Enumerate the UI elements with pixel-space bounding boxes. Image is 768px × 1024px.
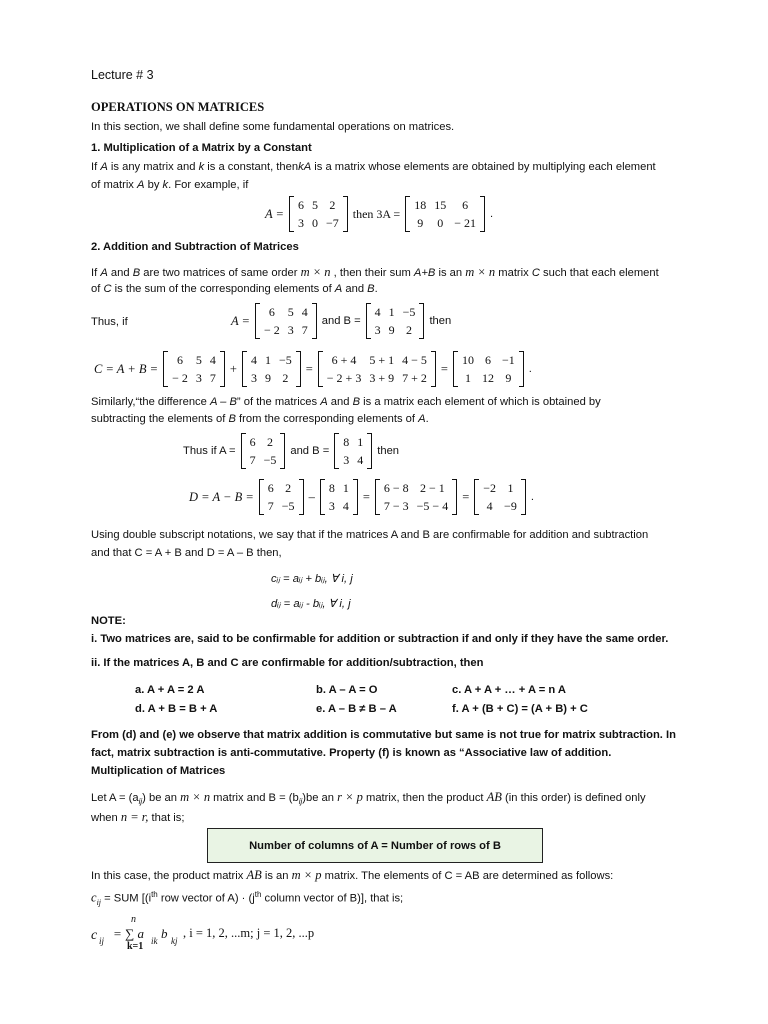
matrix-cell: 1 bbox=[464, 371, 471, 385]
matrix-cell: 3 + 9 bbox=[369, 371, 395, 385]
matrix-B2 bbox=[366, 303, 425, 339]
mult-line2: when n = r, that is; bbox=[91, 810, 185, 824]
matrix-cell: 2 bbox=[406, 323, 413, 337]
observation-line1: From (d) and (e) we observe that matrix addition is commutative but same is not true for matrix subtraction. In bbox=[91, 729, 676, 741]
matrix-cell: 4 bbox=[209, 353, 216, 367]
matrix-cell: 5 bbox=[311, 198, 318, 212]
observation-line2: fact, matrix subtraction is anti-commutative. Property (f) is known as “Associative law of addition. bbox=[91, 747, 612, 759]
cij-formula: cᵢⱼ = aᵢⱼ + bᵢⱼ, ∀ i, j bbox=[271, 573, 353, 585]
matrix-cell: 6 bbox=[249, 435, 256, 449]
matrix-right-bracket bbox=[280, 433, 285, 469]
matrix-cell: 1 bbox=[342, 481, 349, 495]
matrix-right-bracket bbox=[519, 351, 524, 387]
matrix-cell: 1 bbox=[264, 353, 271, 367]
diff-equation: D = A − B = 6 2 7 −5 – 8 1 3 4 = 6 − 8 2 − 1 7 − 3 −5 − 4 = −2 1 4 −9 . bbox=[189, 481, 534, 513]
matrix-right-bracket bbox=[521, 479, 526, 515]
matrix-sum-expanded bbox=[318, 351, 436, 387]
matrix-right-bracket bbox=[299, 479, 304, 515]
matrix-cell: 5 bbox=[287, 305, 294, 319]
matrix-cell: 6 bbox=[462, 198, 469, 212]
matrix-cell: 7 + 2 bbox=[402, 371, 427, 385]
matrix-cell: −5 − 4 bbox=[416, 499, 449, 513]
diff-equation-given: Thus if A = 6 2 7 −5 and B = 8 1 3 4 then bbox=[183, 435, 400, 467]
note-title: NOTE: bbox=[91, 615, 126, 627]
matrix-cell: 3 bbox=[287, 323, 294, 337]
matrix-right-bracket bbox=[220, 351, 225, 387]
matrix-cell: −5 bbox=[281, 499, 295, 513]
matrix-cell: 3 bbox=[250, 371, 257, 385]
matrix-cell: 2 bbox=[285, 481, 292, 495]
matrix-cell: 8 bbox=[343, 435, 350, 449]
document-page: Lecture # 3 OPERATIONS ON MATRICES In this section, we shall define some fundamental operations on matrices. 1. Multiplication of a Matrix by a Constant If A is any matrix and k is a constant, thenkA is a matrix whose elements are obtained by multiplying each element of matrix A by k. For example, if A = 6 5 2 3 0 −7 then 3A = 18 15 6 9 0 − 21 . 2. Addition and Subtraction of Matrices If A and B are two matrices of same order m × n , then their sum A+B is an m × n matrix C such that each element of C is the sum of the corresponding elements of A and B. Thus, if A = 6 5 4 − 2 3 7 and B = 4 1 −5 3 9 2 then C = A + B = 6 5 4 − 2 3 7 + 4 1 −5 3 9 2 = 6 + 4 5 + 1 4 − 5 − 2 + 3 3 + 9 7 + 2 = 10 6 −1 1 12 9 . Similarly,“the difference A – B” of the matrices A and B is a matrix each element of which is obtained by subtracting the elements of B from the corresponding elements of A. Thus if A = 6 2 7 −5 and B = 8 1 3 4 then D = A − B = 6 2 7 −5 – 8 1 3 4 = 6 − 8 2 − 1 7 − 3 −5 − 4 = −2 1 4 −9 . Using double subscript notations, we say that if the matrices A and B are confirmable for addition and subtraction and that C = A + B and D = A – B then, cᵢⱼ = aᵢⱼ + bᵢⱼ, ∀ i, j dᵢⱼ = aᵢⱼ - bᵢⱼ, ∀ i, j NOTE: i. Two matrices are, said to be confirmable for addition or subtraction if and only if they have the same order. ii. If the matrices A, B and C are confirmable for addition/subtraction, then a. A + A = 2 A b. A – A = O c. A + A + … + A = n A d. A + B = B + A e. A – B ≠ B – A f. A + (B + C) = (A + B) + C From (d) and (e) we observe that matrix addition is commutative but same is not true for matrix subtraction. In fact, matrix subtraction is anti-commutative. Property (f) is known as “Associative law of addition. Multiplication of Matrices Let $A = (a_{ij})$ be an m × n matrix and $B = (b_{ij})be$ an r × p matrix, then the product AB (in this order) is defined only when n = r, that is; Number of columns of A = Number of rows of B In this case, the product matrix AB is an m × p matrix. The elements of C = AB are determined as follows: $c_{ij}$ = SUM [($i^{th}$ row vector of $A) \cdot (j^{th}$ column vector of B)], that is; c ij n k=1 = ∑ a ik b kj , i = 1, 2, ...m; j = 1, 2, ...p bbox=[0, 0, 768, 1024]
matrix-A3-repeat bbox=[259, 479, 304, 515]
mult-line3: In this case, the product matrix AB is an m × p matrix. The elements of C = AB are determined as follows: bbox=[91, 868, 614, 882]
matrix-cell: − 2 + 3 bbox=[326, 371, 362, 385]
matrix-cell: 9 bbox=[264, 371, 271, 385]
thus-if-label: Thus, if bbox=[91, 316, 128, 328]
matrix-cell: 6 + 4 bbox=[331, 353, 357, 367]
matrix-cell: 2 − 1 bbox=[420, 481, 445, 495]
note-ii: ii. If the matrices A, B and C are confirmable for addition/subtraction, then bbox=[91, 657, 484, 669]
matrix-cell: 4 bbox=[301, 305, 308, 319]
s2-equation-sum: C = A + B = 6 5 4 − 2 3 7 + 4 1 −5 3 9 2 = 6 + 4 5 + 1 4 − 5 − 2 + 3 3 + 9 7 + 2 = 10 6 −1 1 12 9 . bbox=[94, 353, 532, 385]
matrix-cell: −9 bbox=[504, 499, 517, 513]
matrix-cell: 6 − 8 bbox=[383, 481, 409, 495]
matrix-cell: 7 − 3 bbox=[383, 499, 409, 513]
matrix-A3 bbox=[241, 433, 286, 469]
s1-equation: A = 6 5 2 3 0 −7 then 3A = 18 15 6 9 0 − 21 . bbox=[265, 198, 494, 230]
matrix-cell: 9 bbox=[505, 371, 512, 385]
s2-line1: If A and B are two matrices of same order m × n , then their sum A+B is an m × n matrix C such that each element bbox=[91, 265, 659, 279]
matrix-cell: 3 bbox=[343, 453, 350, 467]
matrix-cell: 7 bbox=[209, 371, 216, 385]
matrix-cell: −2 bbox=[483, 481, 497, 495]
matrix-cell: 6 bbox=[297, 198, 304, 212]
matrix-right-bracket bbox=[367, 433, 372, 469]
matrix-cell: 7 bbox=[267, 499, 274, 513]
s2-title: 2. Addition and Subtraction of Matrices bbox=[91, 241, 299, 253]
property-e: e. A – B ≠ B – A bbox=[316, 703, 397, 715]
matrix-A2-repeat bbox=[163, 351, 225, 387]
matrix-B2-repeat bbox=[242, 351, 301, 387]
matrix-cell: 2 bbox=[266, 435, 273, 449]
matrix-cell: 6 bbox=[484, 353, 491, 367]
matrix-cell: 5 bbox=[195, 353, 202, 367]
matrix-cell: 4 bbox=[250, 353, 257, 367]
matrix-cell: 9 bbox=[388, 323, 395, 337]
matrix-A1 bbox=[289, 196, 348, 232]
similarly-line1: Similarly,“the difference A – B” of the matrices A and B is a matrix each element of which is obtained by bbox=[91, 396, 601, 408]
matrix-cell: 1 bbox=[388, 305, 395, 319]
matrix-diff-result bbox=[474, 479, 526, 515]
matrix-cell: 7 bbox=[249, 453, 256, 467]
property-f: f. A + (B + C) = (A + B) + C bbox=[452, 703, 588, 715]
matrix-cell: 10 bbox=[461, 353, 474, 367]
s1-line1: If A is any matrix and k is a constant, thenkA is a matrix whose elements are obtained by multiplying each element bbox=[91, 161, 656, 173]
matrix-cell: − 2 bbox=[172, 371, 188, 385]
matrix-cell: 4 − 5 bbox=[402, 353, 427, 367]
matrix-cell: 5 + 1 bbox=[369, 353, 395, 367]
matrix-right-bracket bbox=[452, 479, 457, 515]
matrix-sum-result bbox=[453, 351, 524, 387]
matrix-cell: 3 bbox=[195, 371, 202, 385]
matrix-cell: 6 bbox=[176, 353, 183, 367]
mult-line1: Let $A = (a_{ij})$ be an m × n matrix and $B = (b_{ij})be$ an r × p matrix, then the product AB (in this order) is defined only bbox=[91, 790, 646, 807]
matrix-cell: 6 bbox=[267, 481, 274, 495]
matrix-right-bracket bbox=[296, 351, 301, 387]
matrix-cell: 8 bbox=[328, 481, 335, 495]
s1-line2: of matrix A by k. For example, if bbox=[91, 179, 249, 191]
intro-text: In this section, we shall define some fundamental operations on matrices. bbox=[91, 121, 455, 133]
s1-title: 1. Multiplication of a Matrix by a Constant bbox=[91, 142, 312, 154]
matrix-cell: −5 bbox=[263, 453, 277, 467]
matrix-cell: 4 bbox=[357, 453, 364, 467]
matrix-B3 bbox=[334, 433, 372, 469]
matrix-cell: 1 bbox=[507, 481, 514, 495]
matrix-cell: −5 bbox=[402, 305, 416, 319]
matrix-right-bracket bbox=[312, 303, 317, 339]
matrix-cell: 2 bbox=[329, 198, 336, 212]
condition-box: Number of columns of A = Number of rows of B bbox=[207, 828, 543, 863]
matrix-right-bracket bbox=[431, 351, 436, 387]
matrix-cell: −1 bbox=[501, 353, 515, 367]
section-heading: OPERATIONS ON MATRICES bbox=[91, 100, 265, 114]
matrix-diff-expanded bbox=[375, 479, 457, 515]
matrix-cell: 12 bbox=[481, 371, 494, 385]
matrix-A2 bbox=[255, 303, 317, 339]
lecture-label: Lecture # 3 bbox=[91, 68, 154, 82]
matrix-right-bracket bbox=[343, 196, 348, 232]
matrix-cell: 4 bbox=[486, 499, 493, 513]
matrix-3A bbox=[405, 196, 485, 232]
s2-line2: of C is the sum of the corresponding elements of A and B. bbox=[91, 283, 378, 295]
matrix-right-bracket bbox=[353, 479, 358, 515]
matrix-cell: 1 bbox=[357, 435, 364, 449]
matrix-cell: −5 bbox=[278, 353, 292, 367]
mult-line4: $c_{ij}$ = SUM [($i^{th}$ row vector of $A) \cdot (j^{th}$ column vector of B)], that is; bbox=[91, 890, 404, 907]
matrix-right-bracket bbox=[480, 196, 485, 232]
matrix-cell: 9 bbox=[417, 216, 424, 230]
dij-formula: dᵢⱼ = aᵢⱼ - bᵢⱼ, ∀ i, j bbox=[271, 598, 351, 610]
matrix-cell: 3 bbox=[374, 323, 381, 337]
matrix-cell: 3 bbox=[328, 499, 335, 513]
matrix-cell: − 21 bbox=[454, 216, 476, 230]
matrix-cell: −7 bbox=[325, 216, 339, 230]
matrix-cell: 2 bbox=[282, 371, 289, 385]
double-subscript-line1: Using double subscript notations, we say that if the matrices A and B are confirmable for addition and subtraction bbox=[91, 529, 649, 541]
similarly-line2: subtracting the elements of B from the corresponding elements of A. bbox=[91, 413, 429, 425]
matrix-cell: 0 bbox=[437, 216, 444, 230]
multiplication-title: Multiplication of Matrices bbox=[91, 765, 226, 777]
matrix-cell: 15 bbox=[434, 198, 447, 212]
matrix-cell: 3 bbox=[297, 216, 304, 230]
s2-equation-given: A = 6 5 4 − 2 3 7 and B = 4 1 −5 3 9 2 then bbox=[231, 305, 452, 337]
property-c: c. A + A + … + A = n A bbox=[452, 684, 566, 696]
matrix-cell: 4 bbox=[374, 305, 381, 319]
matrix-cell: − 2 bbox=[263, 323, 280, 337]
property-d: d. A + B = B + A bbox=[135, 703, 218, 715]
matrix-cell: 4 bbox=[342, 499, 349, 513]
property-a: a. A + A = 2 A bbox=[135, 684, 205, 696]
matrix-cell: 18 bbox=[414, 198, 427, 212]
matrix-right-bracket bbox=[419, 303, 424, 339]
property-b: b. A – A = O bbox=[316, 684, 378, 696]
matrix-cell: 0 bbox=[311, 216, 318, 230]
double-subscript-line2: and that C = A + B and D = A – B then, bbox=[91, 547, 282, 559]
note-i: i. Two matrices are, said to be confirmable for addition or subtraction if and only if they have the same order. bbox=[91, 633, 669, 645]
matrix-cell: 7 bbox=[301, 323, 308, 337]
matrix-B3-repeat bbox=[320, 479, 358, 515]
matrix-cell: 6 bbox=[268, 305, 275, 319]
